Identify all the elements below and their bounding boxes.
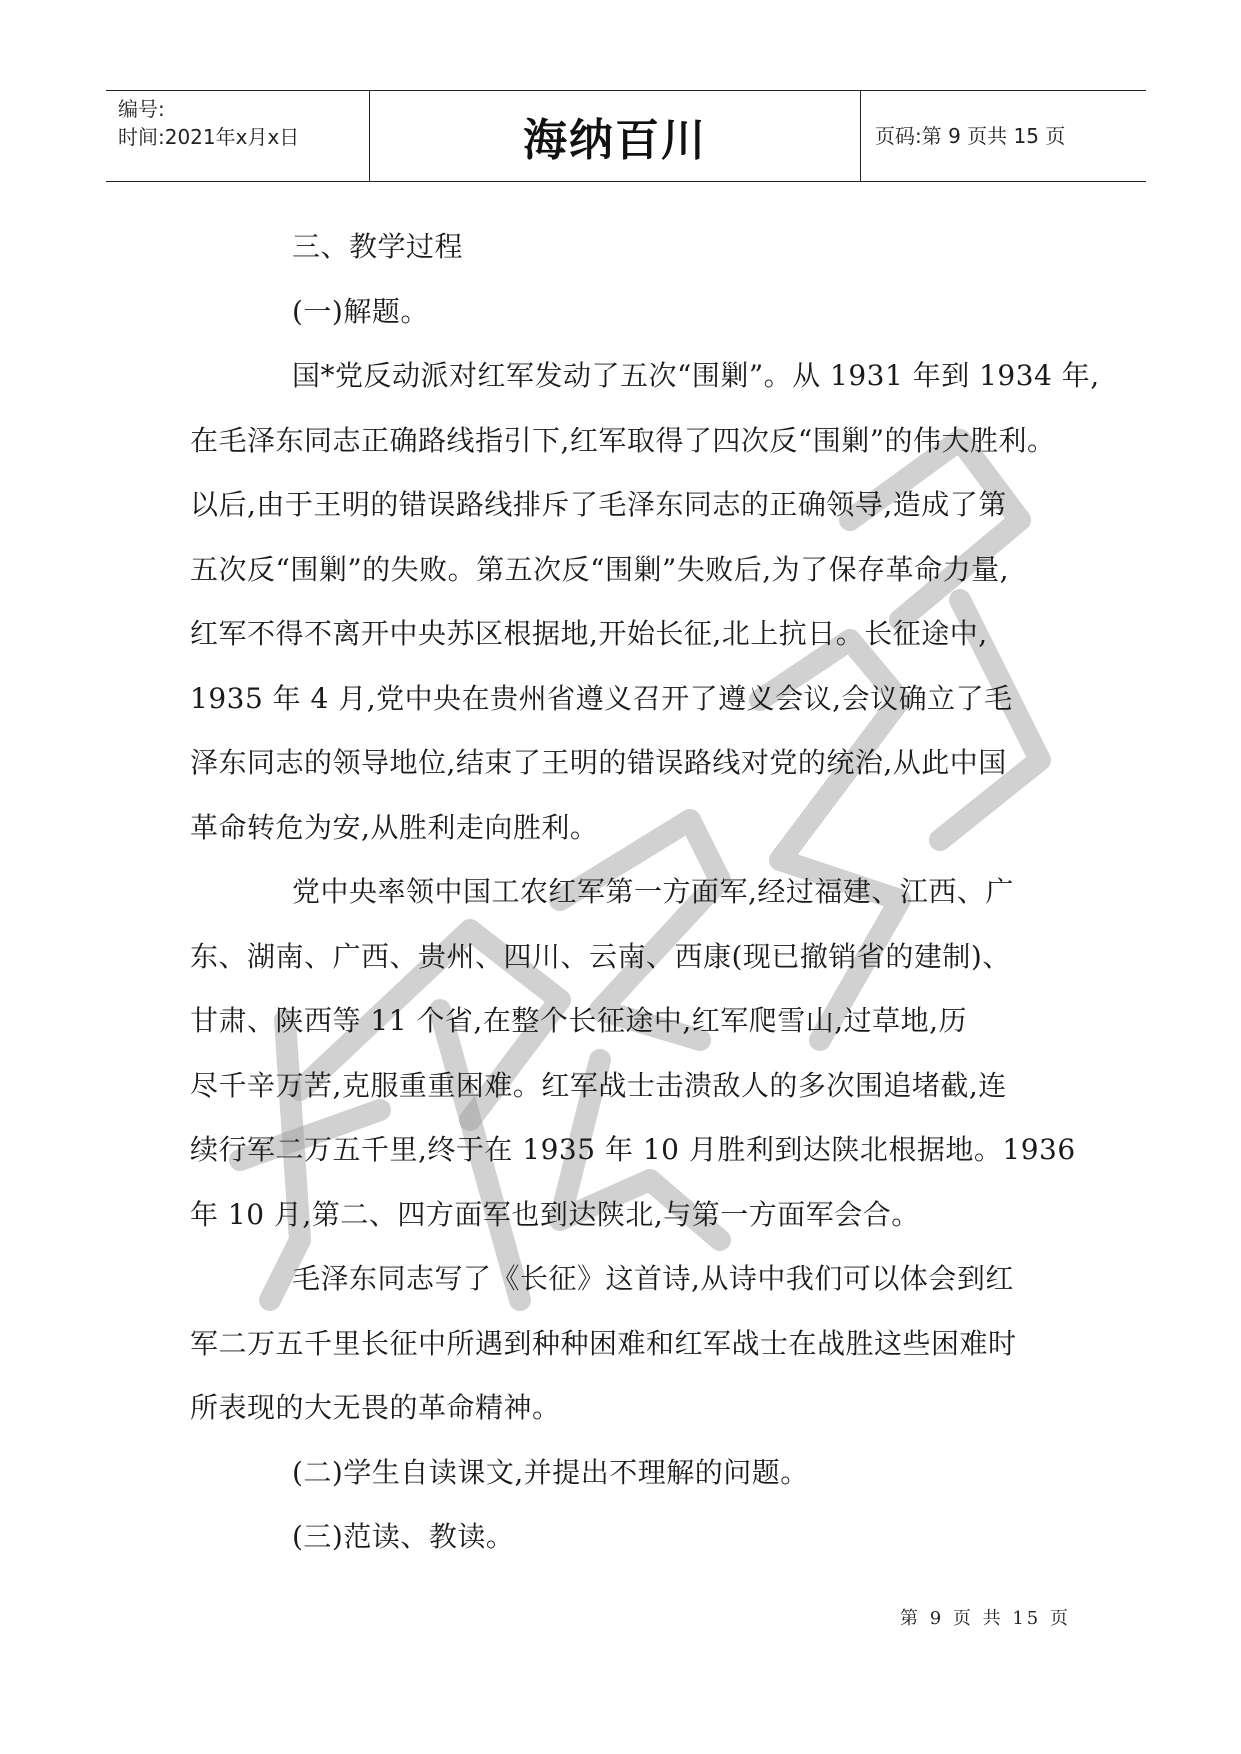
paragraph-line: 东、湖南、广西、贵州、四川、云南、西康(现已撤销省的建制)、 <box>190 939 1011 973</box>
paragraph-line: 以后,由于王明的错误路线排斥了毛泽东同志的正确领导,造成了第 <box>190 488 1007 521</box>
paragraph-line: 党中央率领中国工农红军第一方面军,经过福建、江西、广 <box>292 875 1014 908</box>
paragraph-line: 毛泽东同志写了《长征》这首诗,从诗中我们可以体会到红 <box>292 1262 1014 1295</box>
number-label: 编号: <box>118 97 165 121</box>
time-label: 时间:2021年x月x日 <box>118 125 300 149</box>
header-info-cell <box>106 91 370 181</box>
paragraph-line: 红军不得不离开中央苏区根据地,开始长征,北上抗日。长征途中, <box>190 617 988 650</box>
subsection-heading: (一)解题。 <box>292 294 429 328</box>
paragraph-line: 年 10 月,第二、四方面军也到达陕北,与第一方面军会合。 <box>190 1197 920 1231</box>
page-label: 页码:第 9 页共 15 页 <box>875 124 1066 148</box>
subsection-heading: (三)范读、教读。 <box>292 1520 515 1553</box>
paragraph-line: 1935 年 4 月,党中央在贵州省遵义召开了遵义会议,会议确立了毛 <box>190 681 1013 715</box>
paragraph-line: 甘肃、陕西等 11 个省,在整个长征途中,红军爬雪山,过草地,历 <box>190 1004 968 1037</box>
paragraph-line: 在毛泽东同志正确路线指引下,红军取得了四次反“围剿”的伟大胜利。 <box>190 423 1056 457</box>
paragraph-line: 国*党反动派对红军发动了五次“围剿”。从 1931 年到 1934 年, <box>292 359 1100 392</box>
paragraph-line: 军二万五千里长征中所遇到种种困难和红军战士在战胜这些困难时 <box>190 1326 1017 1360</box>
section-heading: 三、教学过程 <box>292 230 464 263</box>
header-page-cell <box>861 91 1146 181</box>
page-footer: 第 9 页 共 15 页 <box>900 1608 1071 1629</box>
header-table <box>106 90 1146 182</box>
brand-title: 海纳百川 <box>523 115 707 166</box>
paragraph-line: 五次反“围剿”的失败。第五次反“围剿”失败后,为了保存革命力量, <box>190 552 1010 586</box>
paragraph-line: 革命转危为安,从胜利走向胜利。 <box>190 810 599 844</box>
header-brand-cell <box>370 91 861 181</box>
body-text <box>190 215 1100 1570</box>
paragraph-line: 所表现的大无畏的革命精神。 <box>190 1391 561 1424</box>
paragraph-line: 泽东同志的领导地位,结束了王明的错误路线对党的统治,从此中国 <box>190 746 1007 779</box>
paragraph-line: 尽千辛万苦,克服重重困难。红军战士击溃敌人的多次围追堵截,连 <box>190 1068 1007 1102</box>
paragraph-line: 续行军二万五千里,终于在 1935 年 10 月胜利到达陕北根据地。1936 <box>190 1133 1076 1166</box>
subsection-heading: (二)学生自读课文,并提出不理解的问题。 <box>292 1455 809 1489</box>
